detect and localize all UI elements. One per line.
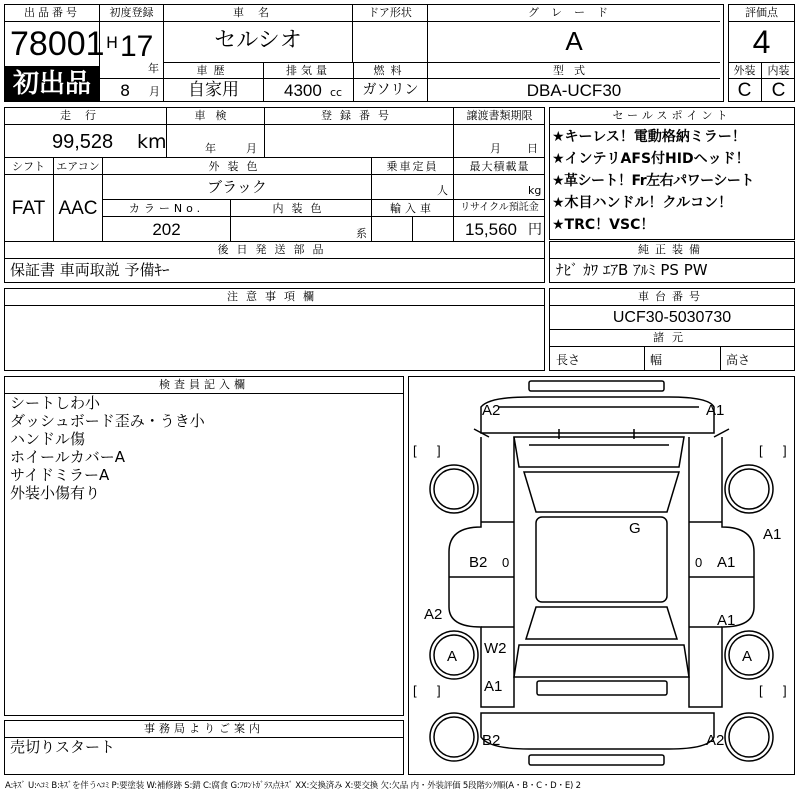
door-label: ドア形状 (368, 6, 412, 19)
displacement-value: 4300 (284, 81, 322, 100)
car-name: セルシオ (214, 28, 302, 53)
damage-mark-right-front-door: A1 (717, 554, 736, 571)
reg-era: H (106, 33, 119, 52)
displacement-label: 排気量 (286, 64, 331, 77)
inspector-line: サイドミラーA (10, 466, 110, 484)
damage-mark-left-quarter: A1 (484, 678, 503, 695)
load-label: 最大積載量 (469, 160, 530, 173)
dims-label: 諸元 (653, 331, 691, 344)
sales-point-item: ★キーレス！電動格納ミラー！ (552, 129, 746, 145)
lot-label: 出品番号 (24, 6, 80, 19)
ac-label: エアコン (56, 160, 100, 173)
reg-month: 8 (120, 81, 131, 100)
cc-unit: cc (330, 86, 343, 99)
damage-mark-roof: G (629, 520, 641, 537)
later-docs-label: 後日発送部品 (217, 243, 332, 256)
transfer-month-unit: 月 (490, 142, 501, 155)
score-label: 評価点 (745, 6, 778, 19)
later-docs-value: 保証書 車両取説 予備ｷｰ (10, 261, 170, 279)
capacity-unit: 人 (437, 184, 448, 197)
inspection-month-unit: 月 (246, 142, 257, 155)
capacity-label: 乗車定員 (386, 160, 439, 173)
notes-label: 注意事項欄 (227, 290, 322, 303)
mileage-label: 走行 (60, 109, 110, 122)
height-label: 高さ (726, 353, 751, 367)
int-color-unit: 系 (356, 227, 367, 240)
legend: A:ｷｽﾞ U:ﾍｺﾐ B:ｷｽﾞを伴うﾍｺﾐ P:要塗装 W:補修跡 S:錆 C:腐食 G:ﾌﾛﾝﾄｶﾞﾗｽ点ｷｽﾞ XX:交換済み X:要交換 欠:欠品 内・外装評価 5段階ﾗﾝｸ順(A・B・C・D・E) 2 (5, 781, 581, 791)
inspection-label: 車検 (194, 109, 237, 122)
damage-mark-right-front-wheel: A (742, 648, 753, 665)
bracket-left-bottom: [ (413, 683, 417, 698)
car-diagram (408, 376, 795, 775)
mileage-unit: km (137, 131, 167, 153)
car-diagram-drawing (409, 377, 794, 774)
damage-mark-rear-left: B2 (482, 732, 501, 749)
load-unit: kg (528, 184, 542, 197)
recycle-label: リサイクル預託金 (460, 202, 539, 213)
damage-mark-right-fender: A1 (763, 526, 782, 543)
sales-point-item: ★木目ハンドル！クルコン！ (552, 195, 733, 211)
transfer-day-unit-visible: 日 (527, 142, 538, 155)
bracket-left-top: [ (413, 443, 417, 458)
bracket-right-bottom: [ (759, 683, 763, 698)
inspector-line: シートしわ小 (10, 394, 101, 412)
sales-points-list (552, 130, 795, 240)
inspection-year-unit: 年 (205, 142, 216, 155)
color-no-label: カラーNo. (128, 202, 205, 215)
transfer-label: 譲渡書類期限 (466, 109, 533, 122)
damage-mark-left-rear: A2 (424, 606, 443, 623)
bracket-right-top-close: ] (783, 443, 787, 458)
exterior-grade: C (737, 80, 752, 101)
first-listing-badge: 初出品 (4, 66, 100, 102)
inspector-line: ホイールカバーA (10, 448, 125, 466)
sales-point-item: ★TRC！VSC！ (552, 217, 655, 233)
bracket-right-bottom-close: ] (783, 683, 787, 698)
inspector-notes (10, 396, 205, 504)
shift-value: FAT (11, 198, 46, 219)
bracket-left-bottom-close: ] (437, 683, 441, 698)
damage-mark-right-rear-door: A1 (717, 612, 736, 629)
recycle-unit: 円 (528, 222, 542, 238)
recycle-value: 15,560 (465, 220, 517, 239)
ext-color-value: ブラック (207, 178, 267, 196)
damage-mark-left-step: W2 (484, 640, 507, 657)
chassis-label: 車台番号 (638, 290, 706, 303)
bracket-left-top-close: ] (437, 443, 441, 458)
reg-year-unit: 年 (148, 62, 159, 75)
reg-label: 初度登録 (109, 6, 154, 19)
grade-label: グレード (528, 6, 620, 19)
sales-point-item: ★インテリAFS付HIDヘッド！ (552, 151, 750, 167)
interior-label: 内装 (767, 64, 790, 77)
sales-point-item: ★革シート！Fr左右パワーシート (552, 173, 754, 189)
zero-mark-left: 0 (502, 555, 510, 570)
inspector-line: ハンドル傷 (10, 430, 86, 448)
history-label: 車歴 (196, 64, 231, 77)
mileage-value: 99,528 (52, 131, 114, 153)
damage-mark-front-right: A1 (706, 402, 725, 419)
plate-label: 登録番号 (321, 109, 397, 122)
fuel-value: ガソリン (362, 82, 419, 98)
inspector-line: 外装小傷有り (10, 484, 101, 502)
length-label: 長さ (556, 353, 581, 367)
damage-mark-left-front-wheel: A (447, 648, 458, 665)
model-value: DBA-UCF30 (526, 81, 622, 100)
history-value: 自家用 (188, 80, 239, 100)
damage-mark-front-left: A2 (482, 402, 501, 419)
ac-value: AAC (58, 198, 98, 219)
office-label: 事務局よりご案内 (144, 722, 264, 735)
grade-value: A (565, 26, 583, 56)
lot-number: 78001 (10, 25, 105, 63)
inspector-line: ダッシュボード歪み・うき小 (10, 412, 205, 430)
exterior-label: 外装 (733, 64, 756, 77)
score-value: 4 (752, 24, 771, 60)
office-text: 売切りスタート (10, 738, 116, 756)
fuel-label: 燃料 (373, 64, 408, 77)
car-name-label: 車名 (233, 6, 283, 19)
ext-color-label: 外装色 (208, 160, 266, 173)
reg-month-unit: 月 (149, 85, 160, 98)
color-no-value: 202 (152, 220, 181, 239)
width-label: 幅 (650, 353, 663, 367)
bracket-right-top: [ (759, 443, 763, 458)
options-label: 純正装備 (638, 243, 706, 256)
damage-mark-left-door: B2 (469, 554, 488, 571)
reg-year: 17 (120, 30, 154, 63)
interior-grade: C (771, 80, 786, 101)
import-label: 輸入車 (390, 202, 435, 215)
model-label: 型式 (553, 64, 595, 77)
int-color-label: 内装色 (272, 202, 330, 215)
chassis-value: UCF30-5030730 (612, 309, 732, 326)
zero-mark-right: 0 (695, 555, 703, 570)
shift-label: シフト (12, 160, 45, 173)
sales-points-label: セールスポイント (612, 109, 732, 122)
damage-mark-rear-right: A2 (706, 732, 725, 749)
inspector-label: 検査員記入欄 (159, 378, 249, 391)
options-value: ﾅﾋﾞ ｶﾜ ｴｱB ｱﾙﾐ PS PW (556, 261, 708, 279)
